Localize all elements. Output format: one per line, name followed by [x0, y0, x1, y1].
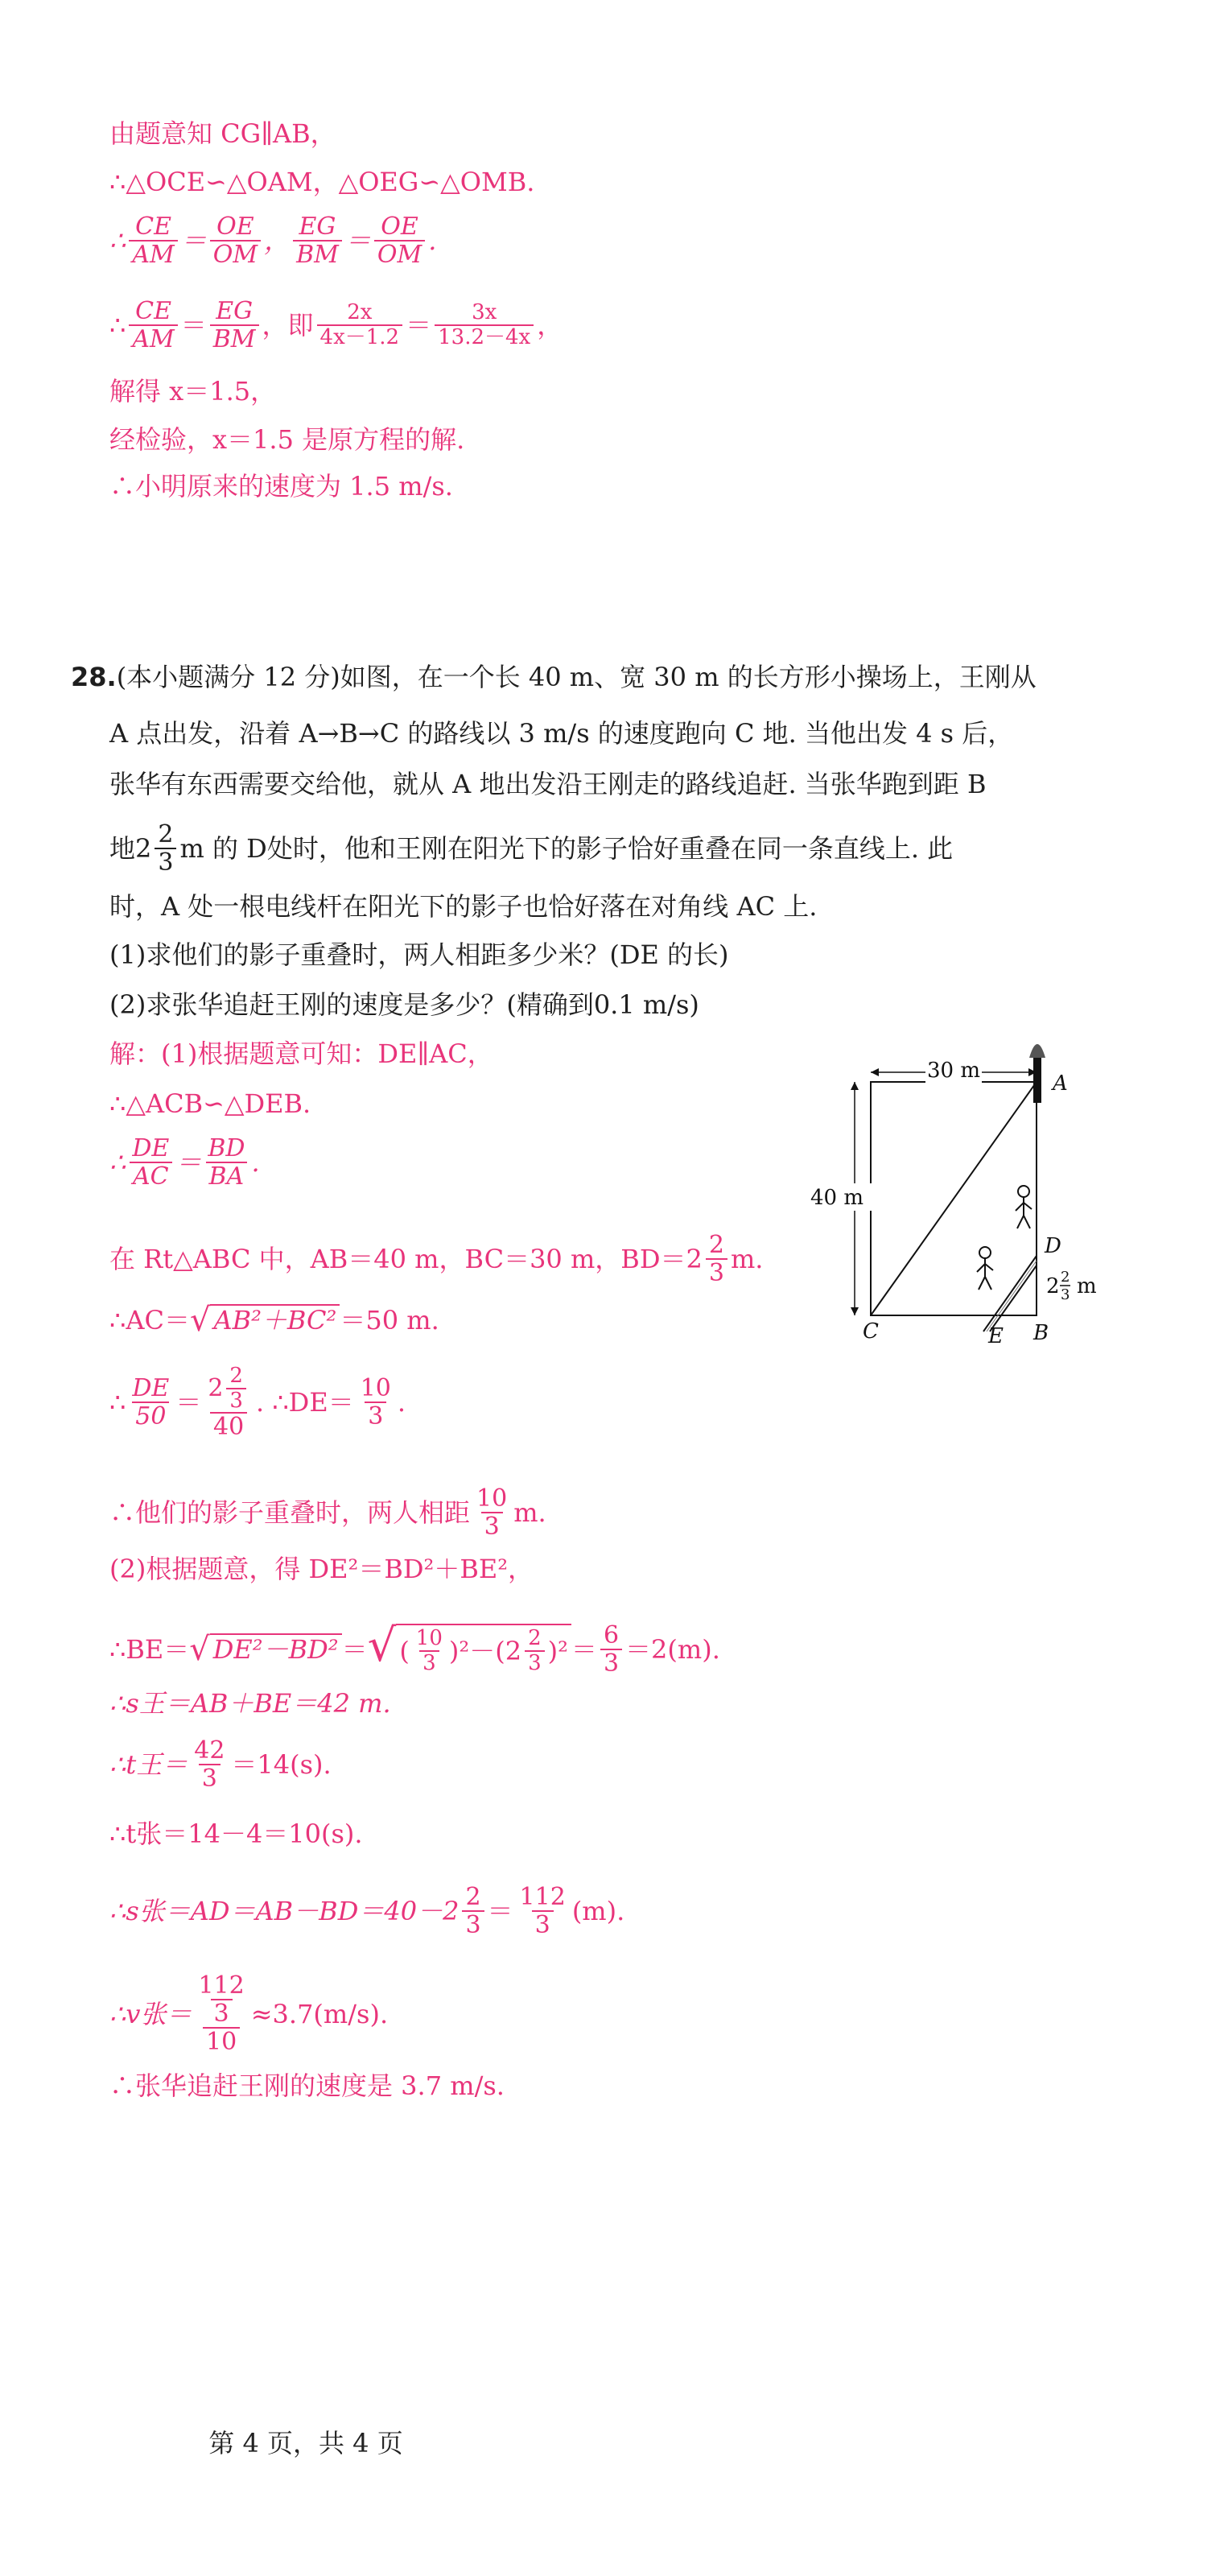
label-e: E — [988, 1324, 1004, 1348]
solution-line-2 — [109, 1088, 311, 1119]
prev-line-1 — [109, 118, 336, 149]
fraction: 112 3 10 — [198, 1971, 245, 2056]
text: ∴△OCE∽△OAM，△OEG∽△OMB. — [109, 167, 535, 197]
solution-line-6: ∴ $\frac{DE}{50}$ ＝ 2 $\frac{2}{3}$ 40 . ∴DE＝ $\frac{10}{3}$ . — [109, 1364, 406, 1442]
text: ∴s张＝AD＝AB－BD＝40－2 — [109, 1896, 460, 1926]
fraction: $\frac{OE}{OM}$ — [210, 213, 261, 268]
shadow-de — [983, 1256, 1037, 1331]
solution-line-13 — [109, 1884, 624, 1938]
text: ∴t王＝ — [109, 1749, 188, 1780]
solution-line-5 — [109, 1302, 439, 1339]
label-b: B — [1033, 1321, 1049, 1345]
shadow-hatch — [987, 1261, 1037, 1331]
text: m. — [513, 1497, 546, 1528]
fraction: $\frac{2x}{4x-1.2}$ — [317, 301, 403, 349]
arrow-left — [871, 1068, 879, 1076]
text: ∴v张＝ — [109, 1998, 192, 2029]
text: (本小题满分 12 分)如图，在一个长 40 m、宽 30 m 的长方形小操场上，王刚从 — [116, 662, 1037, 692]
arrow-up — [851, 1082, 859, 1090]
text: ≈3.7(m/s). — [250, 1998, 389, 2029]
text: (2)根据题意，得 DE²＝BD²＋BE²， — [109, 1554, 534, 1584]
page-footer — [0, 2423, 612, 2460]
top-dimension-label: 30 m — [926, 1059, 981, 1083]
square-root: √ ( $\frac{10}{3}$ )²－(2 $\frac{2}{3}$ )² — [368, 1624, 571, 1674]
text: ，即 — [262, 310, 314, 341]
text: ∴小明原来的速度为 1.5 m/s. — [109, 471, 453, 502]
text: m. — [730, 1244, 764, 1274]
solution-line-4 — [109, 1232, 763, 1286]
pole — [1033, 1055, 1041, 1103]
fraction: $\frac{BD}{BA}$ — [204, 1135, 248, 1190]
fraction: $\frac{DE}{AC}$ — [129, 1135, 172, 1190]
text: (m). — [571, 1896, 625, 1926]
left-dimension-label: 40 m — [810, 1186, 864, 1210]
fraction: $\frac{10}{3}$ — [360, 1374, 391, 1431]
text: 由题意知 CG∥AB， — [109, 118, 336, 149]
fraction: 2 $\frac{2}{3}$ 40 — [204, 1364, 253, 1440]
text: ＝14(s). — [231, 1749, 332, 1780]
text: ＝ — [487, 1896, 513, 1926]
pole-top — [1029, 1044, 1045, 1058]
prev-line-5 — [109, 376, 277, 407]
label-d: D — [1045, 1234, 1061, 1258]
fraction: $\frac{EG}{BM}$ — [210, 298, 259, 353]
person-zhang-hua — [977, 1247, 993, 1290]
question-28-line-1 — [71, 664, 1037, 690]
text: 时，A 处一根电线杆在阳光下的影子也恰好落在对角线 AC 上. — [109, 891, 818, 922]
text: 张华有东西需要交给他，就从 A 地出发沿王刚走的路线追赶. 当张华跑到距 B — [109, 769, 987, 799]
fraction: $\frac{2}{3}$ — [462, 1884, 484, 1938]
fraction: $\frac{42}{3}$ — [194, 1736, 225, 1793]
fraction: $\frac{OE}{OM}$ — [374, 213, 425, 268]
text: m 的 D处时，他和王刚在阳光下的影子恰好重叠在同一条直线上. 此 — [179, 833, 954, 864]
sub-question-1 — [109, 939, 729, 970]
text: ∴△ACB∽△DEB. — [109, 1088, 311, 1119]
solution-line-11 — [109, 1737, 332, 1792]
prev-line-7 — [109, 471, 453, 502]
question-28-line-2 — [109, 718, 1014, 749]
solution-line-7 — [109, 1485, 546, 1540]
label-c: C — [863, 1319, 879, 1344]
solution-line-3: ∴ $\frac{DE}{AC}$ ＝ $\frac{BD}{BA}$ . — [109, 1134, 260, 1191]
prev-line-6 — [109, 424, 465, 455]
fraction: $\frac{CE}{AM}$ — [129, 213, 177, 268]
bd-den: 3 — [1061, 1286, 1070, 1303]
solution-line-14 — [109, 1972, 388, 2055]
label-a: A — [1053, 1071, 1068, 1096]
fraction: $\frac{EG}{BM}$ — [293, 213, 342, 268]
shadow-de-parallel — [990, 1265, 1037, 1331]
solution-line-10 — [109, 1688, 391, 1719]
fraction: $\frac{10}{3}$ — [476, 1484, 508, 1541]
bd-unit: m — [1077, 1274, 1097, 1298]
text: ∴他们的影子重叠时，两人相距 — [109, 1497, 471, 1528]
text: A 点出发，沿着 A→B→C 的路线以 3 m/s 的速度跑向 C 地. 当他出发 4 s 后， — [109, 718, 1014, 749]
text: ＝50 m. — [340, 1305, 439, 1335]
prev-line-4: ∴ $\frac{CE}{AM}$ ＝ $\frac{EG}{BM}$ ，即 $\frac{2x}{4x-1.2}$ ＝ $\frac{3x}{13.2-4x}$ ， — [109, 297, 563, 353]
text: ∴s王＝AB＋BE＝42 m. — [109, 1688, 391, 1719]
text: ∴BE＝ — [109, 1634, 190, 1665]
fraction: $\frac{DE}{50}$ — [132, 1374, 170, 1431]
bd-whole: 2 — [1046, 1274, 1060, 1298]
fraction: $\frac{2}{3}$ — [155, 821, 176, 876]
question-number: 28. — [71, 662, 117, 692]
text: 经检验，x＝1.5 是原方程的解. — [109, 424, 465, 455]
sub-question-2 — [109, 989, 699, 1020]
therefore: ∴ — [109, 225, 126, 256]
person-wang-gang — [1016, 1186, 1032, 1228]
text: 解得 x＝1.5， — [109, 376, 277, 407]
text: 地2 — [109, 833, 152, 864]
geometry-figure — [797, 1022, 1135, 1360]
square-root: √ AB²＋BC² — [190, 1304, 340, 1336]
text: ∴张华追赶王刚的速度是 3.7 m/s. — [109, 2070, 505, 2101]
fraction: $\frac{6}{3}$ — [600, 1622, 622, 1677]
fraction: $\frac{CE}{AM}$ — [129, 298, 177, 353]
bd-num: 2 — [1061, 1269, 1070, 1286]
text: ∴AC＝ — [109, 1305, 190, 1335]
solution-line-9: ∴BE＝ √ DE²－BD² ＝ √ ( $\frac{10}{3}$ )²－(2 $\frac{2}{3}$ )² ＝ $\frac{6}{3}$ ＝2(m). — [109, 1620, 720, 1678]
footer-text: 第 4 页，共 4 页 — [208, 2428, 403, 2458]
solution-line-8 — [109, 1556, 534, 1582]
solution-line-15 — [109, 2070, 505, 2101]
fraction: $\frac{112}{3}$ — [519, 1883, 566, 1939]
solution-line-12 — [109, 1818, 363, 1849]
text: 在 Rt△ABC 中，AB＝40 m，BC＝30 m，BD＝2 — [109, 1244, 703, 1274]
question-28-line-4 — [109, 821, 953, 876]
square-root: √ DE²－BD² — [189, 1633, 341, 1666]
fraction: $\frac{3x}{13.2-4x}$ — [435, 301, 534, 349]
arrow-down — [851, 1307, 859, 1315]
prev-line-2 — [109, 169, 534, 195]
text: (1)求他们的影子重叠时，两人相距多少米？(DE 的长) — [109, 939, 729, 970]
question-28-line-5 — [109, 891, 818, 922]
text: 解：(1)根据题意可知：DE∥AC， — [109, 1038, 493, 1069]
text: . ∴DE＝ — [255, 1387, 354, 1418]
text: ∴t张＝14－4＝10(s). — [109, 1818, 363, 1849]
text: (2)求张华追赶王刚的速度是多少？(精确到0.1 m/s) — [109, 989, 699, 1020]
prev-line-3: ∴ $\frac{CE}{AM}$ ＝ $\frac{OE}{OM}$ ， $\frac{EG}{BM}$ ＝ $\frac{OE}{OM}$ . — [109, 213, 437, 269]
fraction: $\frac{2}{3}$ — [706, 1232, 727, 1286]
solution-line-1 — [109, 1038, 493, 1069]
question-28-line-3 — [109, 771, 987, 797]
text: ＝2(m). — [625, 1634, 720, 1665]
diagonal-ac — [871, 1082, 1037, 1315]
